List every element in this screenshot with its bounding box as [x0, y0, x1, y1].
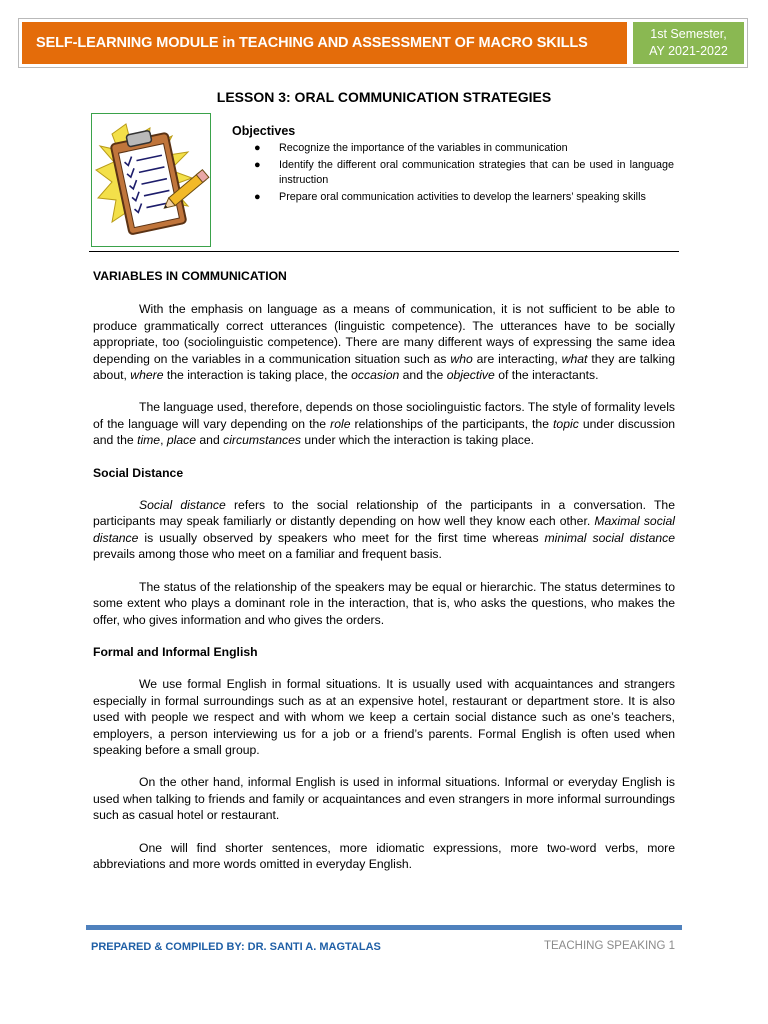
paragraph: The language used, therefore, depends on those sociolinguistic factors. The style of formality levels of the language will vary depending on the role relationships of the participants, the topic under discussion and the time, place and circumstances under which the interaction is taking place. — [93, 400, 675, 448]
paragraph: We use formal English in formal situations. It is usually used with acquaintances and strangers especially in formal surroundings such as at an expensive hotel, restaurant or department store. It is also used with people we respect and with whom we keep a certain social distance such as one’s teachers, employers, a person interviewing us for a job or a friend’s parents. Formal English is often used when speaking before a small group. — [93, 677, 675, 757]
objectives-list — [232, 141, 674, 205]
clipboard-checklist-pencil-icon — [91, 113, 211, 247]
list-item: ● Prepare oral communication activities to develop the learners’ speaking skills — [232, 190, 674, 206]
prepared-by: PREPARED & COMPILED BY: DR. SANTI A. MAGTALAS — [91, 941, 381, 953]
semester-label: 1st Semester, — [650, 27, 727, 41]
section-heading: Formal and Informal English — [93, 644, 258, 659]
course-name: TEACHING SPEAKING 1 — [543, 940, 675, 952]
lesson-content — [93, 268, 675, 872]
paragraph: With the emphasis on language as a means of communication, it is not sufficient to be able to produce grammatically correct utterances (linguistic competence). The utterances have to be socially appropriate, too (sociolinguistic competence). There are many different ways of expressing the same idea depending on the variables in a communication situation such as who are interacting, what they are talking about, where the interaction is taking place, the occasion and the objective of the interactants. — [93, 302, 675, 383]
bullet-icon: ● — [254, 158, 261, 171]
footer-divider — [86, 925, 682, 930]
semester-box — [633, 22, 744, 64]
paragraph: One will find shorter sentences, more idiomatic expressions, more two-word verbs, more abbreviations and more words omitted in everyday English. — [93, 840, 675, 871]
academic-year: AY 2021-2022 — [649, 44, 728, 58]
bullet-icon: ● — [254, 190, 261, 203]
paragraph: The status of the relationship of the speakers may be equal or hierarchic. The status determines to some extent who plays a dominant role in the interaction, that is, who asks the questions, who makes the offer, who gives information and who gives the orders. — [93, 579, 675, 627]
objectives-block — [232, 124, 674, 206]
section-divider — [89, 251, 679, 252]
paragraph: Social distance refers to the social relationship of the participants in a conversation. The participants may speak familiarly or distantly depending on how well they know each other. Maximal social distance is usually observed by speakers who meet for the first time whereas minimal social distance prevails among those who meet on a familiar and frequent basis. — [93, 498, 676, 562]
section-heading: VARIABLES IN COMMUNICATION — [93, 269, 287, 283]
list-item: ● Recognize the importance of the variables in communication — [232, 141, 674, 157]
objectives-heading: Objectives — [232, 124, 296, 138]
module-title: SELF-LEARNING MODULE in TEACHING AND ASSESSMENT OF MACRO SKILLS — [22, 22, 627, 64]
paragraph: On the other hand, informal English is used in informal situations. Informal or everyday English is used when talking to friends and family or acquaintances and even strangers in more informal surroundings such as casual hotel or restaurant. — [93, 775, 675, 823]
section-heading: Social Distance — [93, 465, 184, 480]
module-header — [18, 18, 748, 68]
bullet-icon: ● — [254, 142, 261, 154]
lesson-title: LESSON 3: ORAL COMMUNICATION STRATEGIES — [216, 89, 552, 105]
list-item: ● Identify the different oral communication strategies that can be used in language instruction — [254, 158, 674, 186]
